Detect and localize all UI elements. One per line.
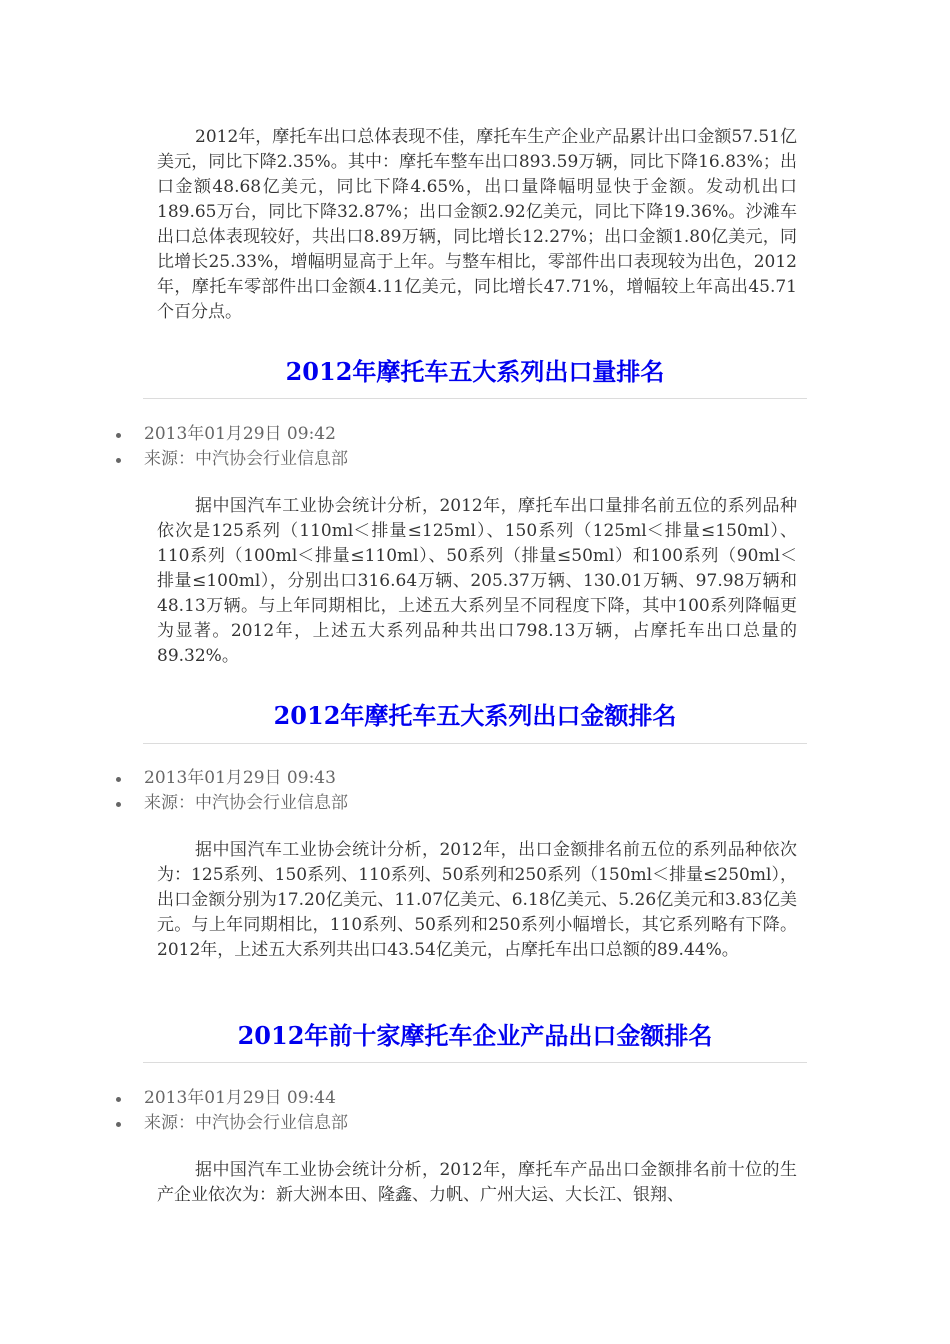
section-1-date: 2013年01月29日 09:42 <box>144 424 336 444</box>
section-3-source-item <box>113 1111 793 1136</box>
section-2-source: 来源：中汽协会行业信息部 <box>144 793 348 813</box>
section-3-meta <box>113 1086 793 1136</box>
section-2-date-item <box>113 766 793 791</box>
bullet-icon <box>116 777 121 782</box>
section-3-source: 来源：中汽协会行业信息部 <box>144 1113 348 1133</box>
intro-paragraph: 2012年，摩托车出口总体表现不佳，摩托车生产企业产品累计出口金额57.51亿美元，同比下降2.35%。其中：摩托车整车出口893.59万辆，同比下降16.83%；出口金额48.68亿美元，同比下降4.65%，出口量降幅明显快于金额。发动机出口189.65万台，同比下降32.87%；出口金额2.92亿美元，同比下降19.36%。沙滩车出口总体表现较好，共出口8.89万辆，同比增长12.27%；出口金额1.80亿美元，同比增长25.33%，增幅明显高于上年。与整车相比，零部件出口表现较为出色，2012年，摩托车零部件出口金额4.11亿美元，同比增长47.71%，增幅较上年高出45.71个百分点。 <box>157 127 797 322</box>
section-1-divider <box>143 398 807 399</box>
section-3-divider <box>143 1062 807 1063</box>
bullet-icon <box>116 1097 121 1102</box>
section-2-title: 2012年摩托车五大系列出口金额排名 <box>273 701 677 730</box>
section-1-source-item <box>113 447 793 472</box>
section-1-meta <box>113 422 793 472</box>
section-1-title: 2012年摩托车五大系列出口量排名 <box>285 357 665 386</box>
section-3-date-item <box>113 1086 793 1111</box>
section-2-source-item <box>113 791 793 816</box>
section-2-meta <box>113 766 793 816</box>
section-2-divider <box>143 743 807 744</box>
section-2-date: 2013年01月29日 09:43 <box>144 768 336 788</box>
section-3-title: 2012年前十家摩托车企业产品出口金额排名 <box>237 1021 713 1050</box>
section-1-date-item <box>113 422 793 447</box>
bullet-icon <box>116 802 121 807</box>
bullet-icon <box>116 433 121 438</box>
bullet-icon <box>116 1122 121 1127</box>
section-2-body: 据中国汽车工业协会统计分析，2012年，出口金额排名前五位的系列品种依次为：125系列、150系列、110系列、50系列和250系列（150ml＜排量≤250ml），出口金额分别为17.20亿美元、11.07亿美元、6.18亿美元、5.26亿美元和3.83亿美元。与上年同期相比，110系列、50系列和250系列小幅增长，其它系列略有下降。2012年，上述五大系列共出口43.54亿美元，占摩托车出口总额的89.44%。 <box>157 840 797 960</box>
section-3-body: 据中国汽车工业协会统计分析，2012年，摩托车产品出口金额排名前十位的生产企业依次为：新大洲本田、隆鑫、力帆、广州大运、大长江、银翔、 <box>157 1160 797 1205</box>
section-1-body: 据中国汽车工业协会统计分析，2012年，摩托车出口量排名前五位的系列品种依次是125系列（110ml＜排量≤125ml）、150系列（125ml＜排量≤150ml）、110系列（100ml＜排量≤110ml）、50系列（排量≤50ml）和100系列（90ml＜排量≤100ml），分别出口316.64万辆、205.37万辆、130.01万辆、97.98万辆和48.13万辆。与上年同期相比，上述五大系列呈不同程度下降，其中100系列降幅更为显著。2012年，上述五大系列品种共出口798.13万辆，占摩托车出口总量的89.32%。 <box>157 496 797 666</box>
bullet-icon <box>116 458 121 463</box>
section-1-source: 来源：中汽协会行业信息部 <box>144 449 348 469</box>
section-3-date: 2013年01月29日 09:44 <box>144 1088 336 1108</box>
